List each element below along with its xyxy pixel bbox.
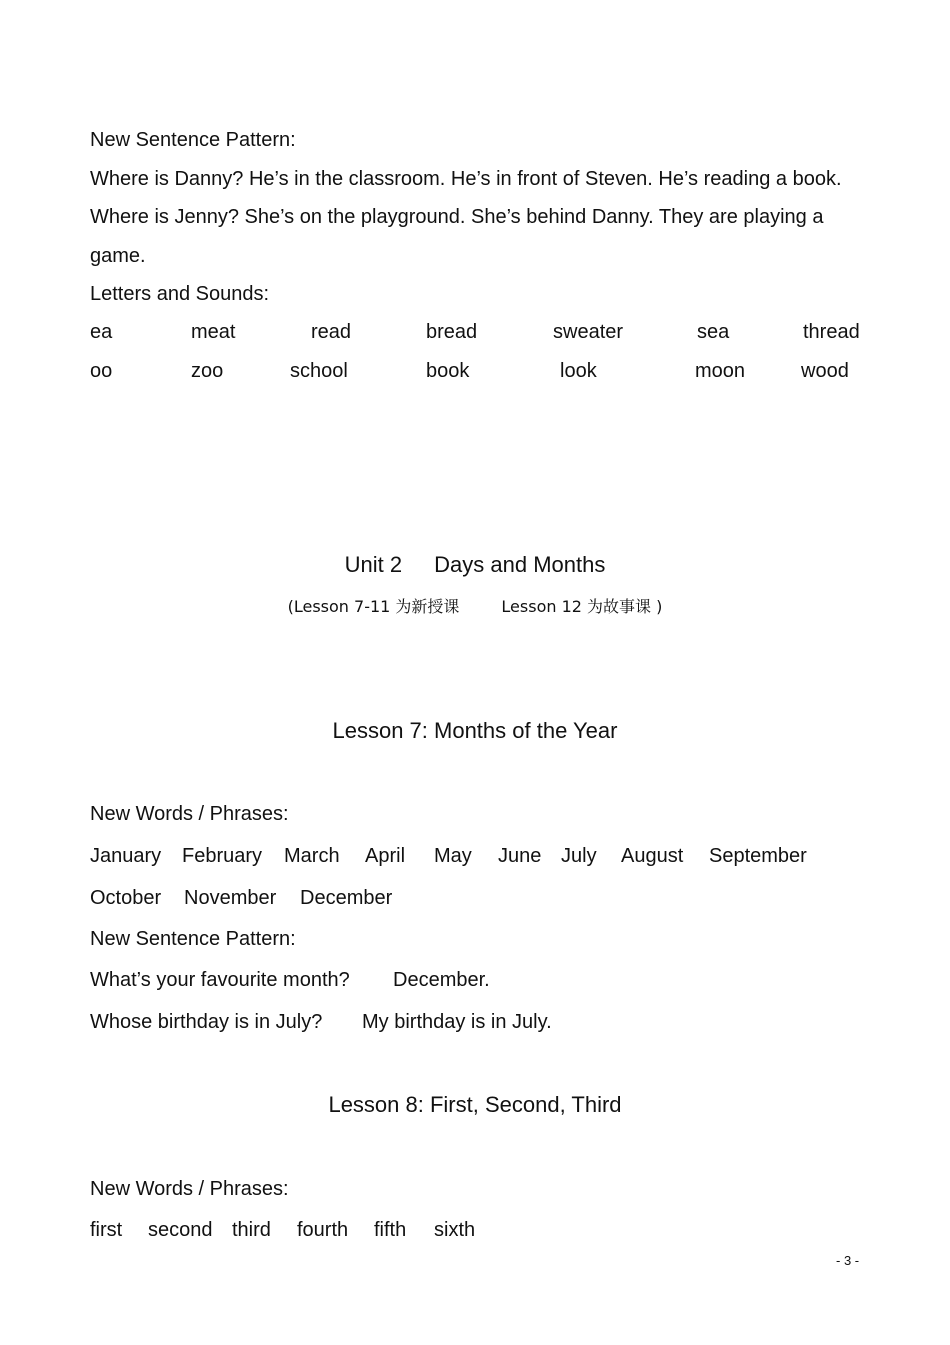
word-zoo: zoo [191, 360, 224, 382]
ordinal-word: second [148, 1219, 213, 1241]
sound-ea: ea [90, 321, 113, 343]
unit-note-new-lessons: (Lesson 7-11 为新授课 [287, 597, 460, 616]
unit-note-story-lesson: Lesson 12 为故事课 ) [501, 597, 663, 616]
word-moon: moon [695, 360, 746, 382]
word-meat: meat [191, 321, 236, 343]
word-read: read [311, 321, 352, 343]
month-word: March [284, 845, 340, 867]
lesson-8-words-label: New Words / Phrases: [90, 1178, 289, 1200]
word-look: look [560, 360, 597, 382]
month-word: August [621, 845, 684, 867]
month-word: January [90, 845, 162, 867]
month-word: February [182, 845, 263, 867]
word-sea: sea [697, 321, 730, 343]
lesson-7-words-label: New Words / Phrases: [90, 803, 289, 825]
month-word: June [498, 845, 542, 867]
word-wood: wood [801, 360, 849, 382]
month-word: September [709, 845, 807, 867]
month-word: November [184, 887, 277, 909]
sentence-pattern-label: New Sentence Pattern: [90, 129, 296, 151]
letters-and-sounds-label: Letters and Sounds: [90, 283, 270, 305]
ordinal-word: sixth [434, 1219, 476, 1241]
month-word: July [561, 845, 597, 867]
sentence-jenny: Where is Jenny? She’s on the playground. She’s behind Danny. They are playing a [90, 206, 824, 228]
question-favourite-month: What’s your favourite month? [90, 969, 350, 991]
sound-oo: oo [90, 360, 113, 382]
month-word: October [90, 887, 162, 909]
lesson-8-title: Lesson 8: First, Second, Third [328, 1092, 622, 1117]
month-word: December [300, 887, 393, 909]
unit-number: Unit 2 [344, 552, 403, 577]
answer-favourite-month: December. [393, 969, 490, 991]
word-thread: thread [803, 321, 860, 343]
ordinal-word: first [90, 1219, 123, 1241]
unit-lesson-note [0, 597, 950, 617]
ordinal-word: fifth [374, 1219, 407, 1241]
unit-title: Days and Months [434, 552, 606, 577]
word-book: book [426, 360, 470, 382]
word-bread: bread [426, 321, 478, 343]
unit-heading [0, 551, 950, 579]
answer-birthday: My birthday is in July. [362, 1011, 552, 1033]
ordinal-word: fourth [297, 1219, 349, 1241]
month-word: May [434, 845, 472, 867]
sentence-jenny-continued: game. [90, 245, 146, 267]
lesson-7-pattern-label: New Sentence Pattern: [90, 928, 296, 950]
month-word: April [365, 845, 406, 867]
word-school: school [290, 360, 348, 382]
question-birthday: Whose birthday is in July? [90, 1011, 323, 1033]
sentence-danny: Where is Danny? He’s in the classroom. He’s in front of Steven. He’s reading a book. [90, 168, 842, 190]
word-sweater: sweater [553, 321, 624, 343]
page-number: - 3 - [836, 1253, 860, 1268]
lesson-7-title: Lesson 7: Months of the Year [332, 718, 618, 743]
ordinal-word: third [232, 1219, 271, 1241]
